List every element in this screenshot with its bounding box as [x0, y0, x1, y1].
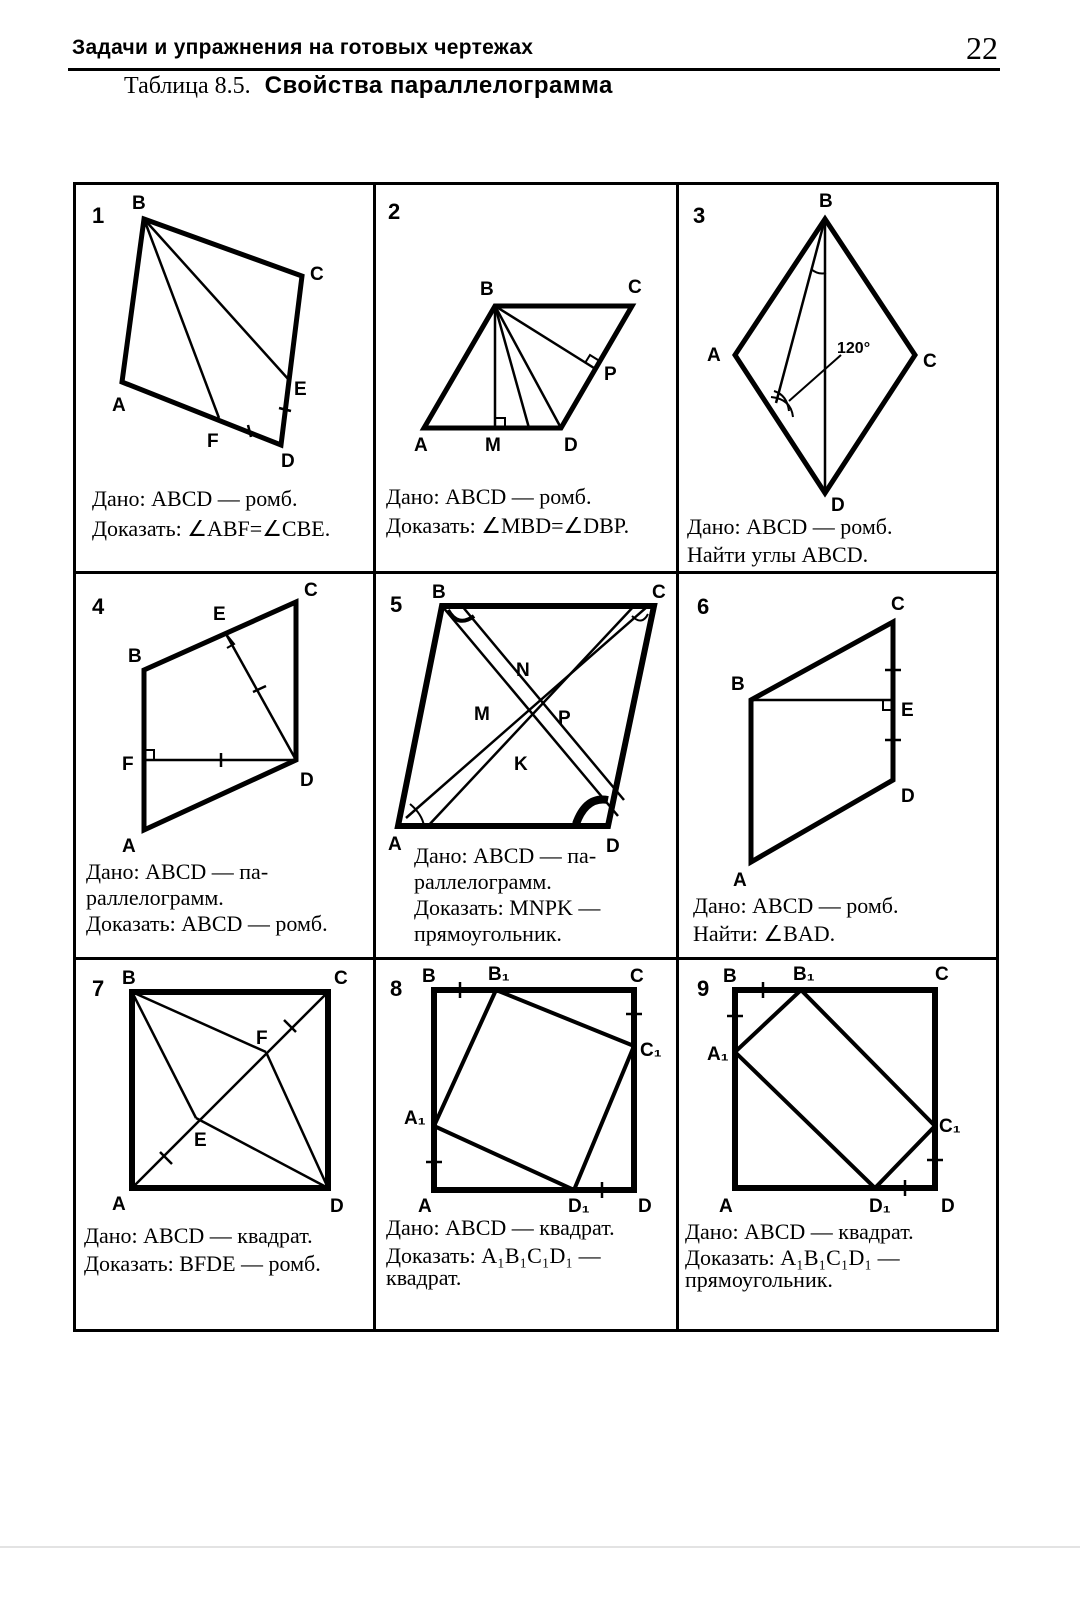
- vertex-label: A: [707, 345, 721, 366]
- problem-number: 8: [390, 976, 403, 1001]
- given-text: Дано: ABCD — квадрат.: [386, 1215, 615, 1240]
- vertex-label: N: [516, 660, 530, 681]
- problem-number: 1: [92, 203, 105, 228]
- given-text-cont: раллелограмм.: [86, 885, 224, 910]
- vertex-label: D: [941, 1196, 955, 1217]
- vertex-label: C: [630, 966, 644, 987]
- page-bottom-divider: [0, 1546, 1080, 1548]
- problem-cell-3: [679, 185, 999, 571]
- table-caption-number: Таблица 8.5.: [124, 73, 251, 99]
- vertex-label: C: [935, 964, 949, 985]
- vertex-label: C: [310, 264, 324, 285]
- problem-cell-2: [376, 185, 676, 571]
- vertex-label: B₁: [488, 964, 510, 985]
- task-text-cont: квадрат.: [386, 1265, 462, 1290]
- vertex-label: A: [112, 395, 126, 416]
- vertex-label: D: [638, 1196, 652, 1217]
- vertex-label: F: [256, 1028, 268, 1049]
- page-number: 22: [966, 30, 998, 66]
- vertex-label: B: [731, 674, 745, 695]
- header-title: Задачи и упражнения на готовых чертежах: [72, 36, 534, 59]
- task-text: Доказать: MNPK —: [414, 895, 601, 920]
- vertex-label: C: [891, 594, 905, 615]
- task-text: Найти углы ABCD.: [687, 542, 869, 567]
- task-text-cont: прямоугольник.: [414, 921, 562, 946]
- vertex-label: A: [112, 1194, 126, 1215]
- vertex-label: D: [300, 770, 314, 791]
- task-text: Доказать: ∠MBD=∠DBP.: [386, 513, 630, 538]
- problem-cell-6: [679, 574, 999, 957]
- problem-number: 2: [388, 199, 401, 224]
- problem-number: 3: [693, 203, 706, 228]
- vertex-label: A: [418, 1196, 432, 1217]
- problem-cell-8: [376, 960, 676, 1329]
- table-caption-name: Свойства параллелограмма: [264, 72, 613, 99]
- problem-cell-9: [679, 960, 999, 1329]
- given-text: Дано: ABCD — ромб.: [386, 484, 592, 509]
- vertex-label: B: [122, 968, 136, 989]
- vertex-label: D: [606, 836, 620, 857]
- given-text-cont: раллелограмм.: [414, 869, 552, 894]
- angle-label: 120°: [837, 340, 871, 357]
- vertex-label: D₁: [869, 1196, 891, 1217]
- vertex-label: A: [122, 836, 136, 857]
- vertex-label: A: [388, 834, 402, 855]
- vertex-label: C₁: [640, 1040, 662, 1061]
- figure-rhombus-1: [76, 185, 373, 571]
- given-text: Дано: ABCD — ромб.: [92, 486, 298, 511]
- vertex-label: F: [122, 754, 134, 775]
- vertex-label: C: [628, 277, 642, 298]
- vertex-label: C₁: [939, 1116, 961, 1137]
- problem-table: [73, 182, 999, 1332]
- vertex-label: A: [733, 870, 747, 891]
- vertex-label: D: [564, 435, 578, 456]
- given-text: Дано: ABCD — па-: [414, 843, 597, 868]
- page-header: [68, 30, 1000, 71]
- vertex-label: E: [194, 1130, 207, 1151]
- vertex-label: D₁: [568, 1196, 590, 1217]
- task-text: Доказать: A₁B₁C₁D₁ —: [685, 1245, 900, 1270]
- problem-number: 7: [92, 976, 105, 1001]
- vertex-label: C: [304, 580, 318, 601]
- task-text: Доказать: ABCD — ромб.: [86, 911, 328, 936]
- problem-number: 6: [697, 594, 710, 619]
- task-text: Найти: ∠BAD.: [693, 921, 836, 946]
- vertex-label: B: [422, 966, 436, 987]
- vertex-label: K: [514, 754, 528, 775]
- task-text-cont: прямоугольник.: [685, 1267, 833, 1292]
- vertex-label: C: [923, 351, 937, 372]
- task-text: Доказать: BFDE — ромб.: [84, 1251, 321, 1276]
- vertex-label: M: [485, 435, 501, 456]
- vertex-label: E: [213, 604, 226, 625]
- problem-cell-7: [76, 960, 373, 1329]
- problem-cell-4: [76, 574, 373, 957]
- vertex-label: B: [128, 646, 142, 667]
- vertex-label: D: [330, 1196, 344, 1217]
- given-text: Дано: ABCD — ромб.: [687, 514, 893, 539]
- given-text: Дано: ABCD — ромб.: [693, 893, 899, 918]
- problem-number: 5: [390, 592, 403, 617]
- vertex-label: E: [294, 379, 307, 400]
- problem-number: 4: [92, 594, 105, 619]
- vertex-label: B₁: [793, 964, 815, 985]
- vertex-label: B: [480, 279, 494, 300]
- given-text: Дано: ABCD — квадрат.: [84, 1223, 313, 1248]
- vertex-label: A₁: [707, 1044, 729, 1065]
- vertex-label: P: [604, 364, 617, 385]
- vertex-label: D: [281, 451, 295, 472]
- vertex-label: B: [819, 191, 833, 212]
- vertex-label: E: [901, 700, 914, 721]
- vertex-label: F: [207, 431, 219, 452]
- table-caption: [124, 72, 613, 100]
- vertex-label: B: [132, 193, 146, 214]
- given-text: Дано: ABCD — квадрат.: [685, 1219, 914, 1244]
- vertex-label: M: [474, 704, 490, 725]
- vertex-label: P: [558, 708, 571, 729]
- vertex-label: A₁: [404, 1108, 426, 1129]
- vertex-label: A: [719, 1196, 733, 1217]
- problem-cell-5: [376, 574, 676, 957]
- vertex-label: D: [901, 786, 915, 807]
- problem-cell-1: [76, 185, 373, 571]
- task-text: Доказать: A₁B₁C₁D₁ —: [386, 1243, 601, 1268]
- problem-number: 9: [697, 976, 710, 1001]
- vertex-label: C: [334, 968, 348, 989]
- given-text: Дано: ABCD — па-: [86, 859, 269, 884]
- vertex-label: B: [432, 582, 446, 603]
- vertex-label: A: [414, 435, 428, 456]
- task-text: Доказать: ∠ABF=∠CBE.: [92, 516, 331, 541]
- vertex-label: D: [831, 495, 845, 516]
- vertex-label: C: [652, 582, 666, 603]
- vertex-label: B: [723, 966, 737, 987]
